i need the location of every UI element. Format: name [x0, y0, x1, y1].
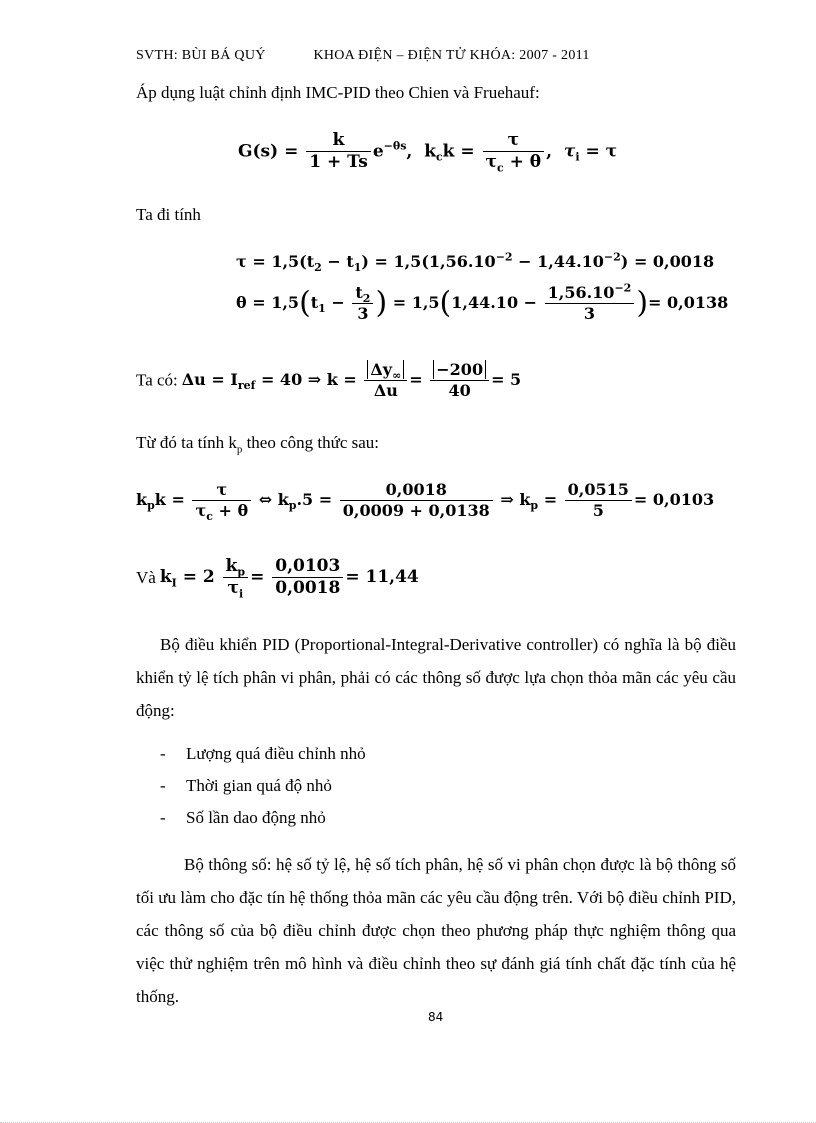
page-header	[136, 48, 590, 64]
ti-sub: i	[238, 587, 244, 601]
eq-sub: 1	[318, 302, 326, 316]
left-paren: (	[299, 285, 311, 321]
t2-sub: 2	[362, 292, 371, 306]
formula-lhs: G(s) =	[238, 141, 299, 162]
dy-sub: ∞	[392, 369, 402, 383]
eq-part: = 11,44	[345, 567, 419, 588]
bullet-dash: -	[160, 744, 166, 763]
ta-co-line	[136, 360, 521, 401]
intro-text: Áp dụng luật chỉnh định IMC-PID theo Chien và Fruehauf:	[136, 83, 540, 102]
eq-sup: −2	[603, 250, 621, 264]
eq-part: = 5	[491, 370, 522, 389]
ti-tail: = τ	[585, 141, 618, 162]
exp-base: e	[372, 141, 384, 162]
kp-equation	[136, 480, 715, 524]
fraction-denominator	[223, 578, 248, 599]
eq-sup: −2	[495, 250, 513, 264]
fraction-0018	[340, 480, 493, 521]
eq-part: − t	[321, 252, 354, 271]
text-sub: p	[236, 443, 243, 456]
kp-sub: p	[237, 565, 246, 579]
tau-sub: c	[497, 161, 504, 175]
fraction-denominator: 3	[583, 304, 596, 323]
ti-sub: i	[575, 150, 580, 164]
eq-part: = 0,0103	[633, 490, 715, 509]
ki-line	[136, 556, 419, 600]
tu-do-text	[136, 433, 380, 456]
text-part: Từ đó ta tính k	[136, 433, 237, 452]
eq-part: =	[543, 490, 558, 509]
kck-symbol: k	[424, 141, 436, 162]
fraction-dy-du	[364, 360, 407, 401]
eq-part: = 40 ⇒ k =	[260, 370, 357, 389]
eq-sub: p	[288, 499, 297, 513]
bullet-dash: -	[160, 776, 166, 795]
kck-tail: k =	[442, 141, 475, 162]
eq-part: θ = 1,5	[236, 293, 300, 312]
eq-sub: 1	[353, 261, 362, 275]
fraction-numerator: τ	[483, 130, 545, 152]
abs-value	[367, 360, 404, 383]
eq-part: t	[310, 293, 319, 312]
eq-part: − 1,44.10	[512, 252, 604, 271]
list-item-text: Số lần dao động nhỏ	[186, 808, 326, 827]
va-label: Và	[136, 567, 156, 587]
tau-tail: + θ	[509, 152, 542, 173]
fraction-numerator	[545, 283, 635, 304]
ta-di-tinh-text: Ta đi tính	[136, 205, 201, 224]
fraction-t2-3	[352, 283, 373, 324]
fraction-0103	[272, 556, 343, 600]
eq-sub: ref	[237, 379, 256, 393]
eq-part: = 0,0138	[648, 293, 729, 312]
eq-part: Δu = I	[181, 370, 238, 389]
fraction-gs	[306, 130, 371, 174]
num-value: 1,56.10	[547, 283, 615, 302]
eq-part: =	[409, 370, 423, 389]
fraction-denominator: 40	[448, 381, 471, 400]
fraction-numerator	[364, 360, 407, 381]
page-number: 84	[428, 1010, 444, 1024]
separator: ,	[406, 141, 413, 162]
eq-part: ) = 1,5(1,56.10	[361, 252, 496, 271]
fraction-156-3	[545, 283, 635, 324]
right-paren: )	[375, 285, 388, 321]
ti-symbol: τ	[563, 141, 576, 162]
fraction-numerator: 0,0103	[272, 556, 343, 578]
eq-part: .5 =	[296, 490, 333, 509]
fraction-denominator: 1 + Ts	[309, 152, 368, 173]
list-item-text: Thời gian quá độ nhỏ	[186, 776, 332, 795]
fraction-tau	[483, 130, 545, 174]
eq-part: −	[331, 293, 345, 312]
fraction-numerator	[430, 360, 489, 381]
tau-symbol: τ	[195, 501, 207, 520]
fraction-denominator	[192, 501, 251, 524]
fraction-numerator	[223, 556, 248, 578]
eq-sub: p	[530, 499, 539, 513]
eq-part: 1,44.10 −	[451, 293, 538, 312]
paragraph-parameters: Bộ thông số: hệ số tỷ lệ, hệ số tích phân, hệ số vi phân chọn được là bộ thông số tối ưu làm cho đặc tín hệ thống thỏa mãn các yêu cầu động trên. Với bộ điều chỉnh PID, các thông số của bộ điều chỉnh được chọn theo phương pháp thực nghiệm thông qua việc thử nghiệm trên mô hình và điều chỉnh theo sự đánh giá tính chất đặc tính của hệ thống.	[136, 855, 736, 1006]
bullet-dash: -	[160, 808, 166, 827]
eq-part: = 2	[182, 567, 215, 588]
ti-symbol: τ	[227, 578, 239, 599]
fraction-numerator: 0,0018	[340, 480, 493, 501]
num-exp: −2	[614, 281, 632, 295]
eq-part: τ = 1,5(t	[236, 252, 315, 271]
eq-part: ) = 0,0018	[620, 252, 715, 271]
fraction-numerator: 0,0515	[565, 480, 632, 501]
fraction-0515	[565, 480, 632, 521]
fraction-numerator: k	[306, 130, 371, 152]
eq-part: = 1,5	[392, 293, 440, 312]
tau-symbol: τ	[485, 152, 497, 173]
list-item	[160, 744, 366, 764]
eq-part: k =	[154, 490, 185, 509]
paragraph-pid-intro: Bộ điều khiển PID (Proportional-Integral-Derivative controller) có nghĩa là bộ điều khiển tỷ lệ tích phân vi phân, phải có các thông số được lựa chọn thỏa mãn các yêu cầu động:	[136, 635, 736, 720]
eq-sub: 2	[314, 261, 322, 275]
ki-equation	[159, 556, 419, 601]
fraction-denominator: 5	[592, 501, 604, 520]
fraction-denominator: Δu	[373, 381, 398, 400]
eq-sub: I	[171, 576, 177, 590]
fraction-numerator	[352, 283, 373, 304]
list-item-text: Lượng quá điều chỉnh nhỏ	[186, 744, 366, 763]
fraction-denominator: 0,0009 + 0,0138	[342, 501, 490, 520]
right-paren: )	[636, 285, 649, 321]
eq-part: k	[159, 567, 172, 588]
eq-part: ⇒ k	[500, 490, 531, 509]
eq-part: =	[250, 567, 265, 588]
fraction-numerator: τ	[192, 480, 251, 501]
abs-value: −200	[433, 360, 486, 379]
tau-tail: + θ	[218, 501, 249, 520]
kck-sub: c	[435, 150, 443, 164]
fraction-kp-ti	[223, 556, 248, 600]
header-student: SVTH: BÙI BÁ QUÝ	[136, 48, 266, 63]
fraction-denominator: 3	[357, 304, 369, 323]
tau-equation	[236, 250, 715, 275]
eq-sub: p	[147, 499, 155, 513]
ta-co-label: Ta có:	[136, 370, 178, 390]
theta-equation	[236, 283, 728, 324]
left-paren: (	[439, 285, 452, 321]
list-item	[160, 808, 326, 828]
eq-part: k	[136, 490, 148, 509]
exp-power: −θs	[383, 139, 407, 153]
formula-imc-pid	[238, 130, 617, 174]
fraction-tau	[192, 480, 251, 524]
header-department: KHOA ĐIỆN – ĐIỆN TỬ KHÓA: 2007 - 2011	[313, 48, 590, 63]
eq-part: ⇔ k	[258, 490, 289, 509]
t2-symbol: t	[355, 283, 363, 302]
list-item	[160, 776, 332, 796]
tau-sub: c	[206, 510, 213, 524]
fraction-denominator	[483, 152, 545, 173]
fraction-200-40	[430, 360, 489, 401]
fraction-denominator: 0,0018	[275, 578, 341, 599]
text-part: theo công thức sau:	[242, 433, 380, 452]
dy-symbol: Δy	[370, 360, 393, 379]
separator: ,	[546, 141, 553, 162]
kp-symbol: k	[225, 556, 238, 576]
